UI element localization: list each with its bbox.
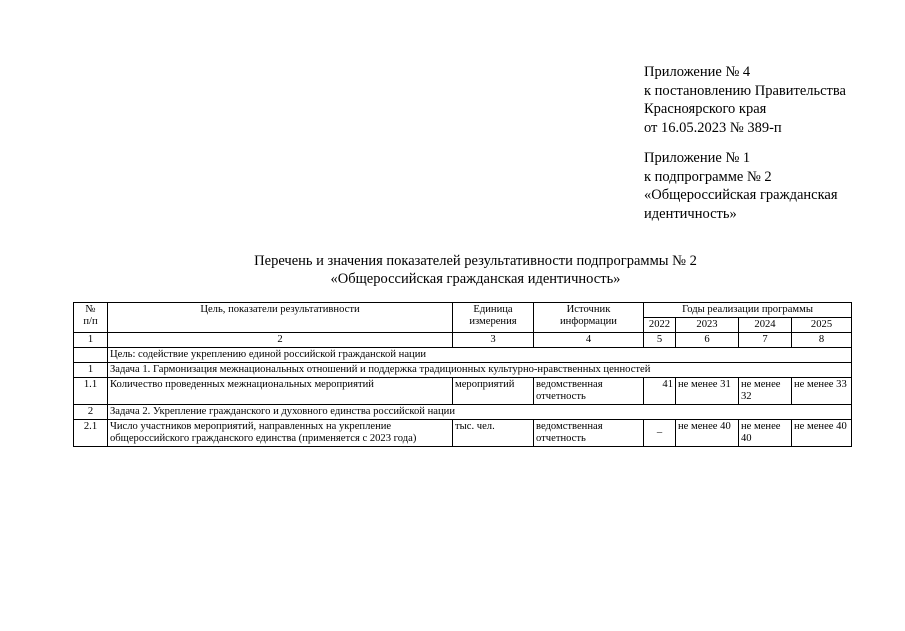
indicator-num: 1.1 — [74, 378, 108, 405]
header-source: Источник информации — [534, 303, 644, 333]
indicator-value-2023: не менее 31 — [676, 378, 739, 405]
task-num: 1 — [74, 363, 108, 378]
title-line1: Перечень и значения показателей результативности подпрограммы № 2 — [254, 253, 697, 269]
task-row — [74, 405, 852, 420]
indicator-value-2022: – — [644, 420, 676, 447]
indicator-row — [74, 420, 852, 447]
indicator-name: Число участников мероприятий, направленных на укрепление общероссийского гражданского единства (применяется с 2023 года) — [108, 420, 453, 447]
indicator-value-2025: не менее 33 — [792, 378, 852, 405]
indicator-source: ведомственная отчетность — [534, 420, 644, 447]
annex-sub-header — [644, 149, 838, 223]
header-year-2023: 2023 — [676, 318, 739, 333]
indicator-num: 2.1 — [74, 420, 108, 447]
annex-main-line3: Красноярского края — [644, 101, 767, 117]
annex-sub-line4: идентичность» — [644, 205, 737, 222]
indicator-value-2024: не менее 40 — [739, 420, 792, 447]
header-year-2024: 2024 — [739, 318, 792, 333]
annex-main-line4: от 16.05.2023 № 389-п — [644, 119, 782, 136]
col-number: 5 — [644, 333, 676, 348]
col-number: 8 — [792, 333, 852, 348]
indicator-value-2023: не менее 40 — [676, 420, 739, 447]
indicator-unit: мероприятий — [453, 378, 534, 405]
annex-main-header — [644, 63, 846, 137]
header-year-2022: 2022 — [644, 318, 676, 333]
goal-num-cell — [74, 348, 108, 363]
task-num: 2 — [74, 405, 108, 420]
indicators-table — [73, 302, 852, 447]
indicator-unit: тыс. чел. — [453, 420, 534, 447]
header-num: № п/п — [74, 303, 108, 333]
goal-row — [74, 348, 852, 363]
indicator-value-2025: не менее 40 — [792, 420, 852, 447]
annex-main-line2: к постановлению Правительства — [644, 82, 846, 99]
annex-sub-line2: к подпрограмме № 2 — [644, 168, 772, 185]
indicator-value-2022: 41 — [644, 378, 676, 405]
header-row-1 — [74, 303, 852, 318]
header-year-2025: 2025 — [792, 318, 852, 333]
col-number: 2 — [108, 333, 453, 348]
col-number: 6 — [676, 333, 739, 348]
indicator-name: Количество проведенных межнациональных мероприятий — [108, 378, 453, 405]
task-text: Задача 1. Гармонизация межнациональных отношений и поддержка традиционных культурно-нравственных ценностей — [108, 363, 852, 378]
header-unit: Единица измерения — [453, 303, 534, 333]
col-number: 1 — [74, 333, 108, 348]
col-number: 3 — [453, 333, 534, 348]
header-years: Годы реализации программы — [644, 303, 852, 318]
goal-text: Цель: содействие укреплению единой российской гражданской нации — [108, 348, 852, 363]
annex-sub-line3: «Общероссийская гражданская — [644, 187, 838, 203]
annex-main-line1: Приложение № 4 — [644, 64, 751, 80]
title-line2: «Общероссийская гражданская идентичность» — [330, 271, 621, 287]
column-number-row — [74, 333, 852, 348]
col-number: 4 — [534, 333, 644, 348]
document-title — [0, 252, 905, 288]
task-text: Задача 2. Укрепление гражданского и духовного единства российской нации — [108, 405, 852, 420]
indicator-row — [74, 378, 852, 405]
task-row — [74, 363, 852, 378]
annex-sub-line1: Приложение № 1 — [644, 150, 751, 166]
indicator-source: ведомственная отчетность — [534, 378, 644, 405]
indicator-value-2024: не менее 32 — [739, 378, 792, 405]
header-goal: Цель, показатели результативности — [108, 303, 453, 333]
col-number: 7 — [739, 333, 792, 348]
